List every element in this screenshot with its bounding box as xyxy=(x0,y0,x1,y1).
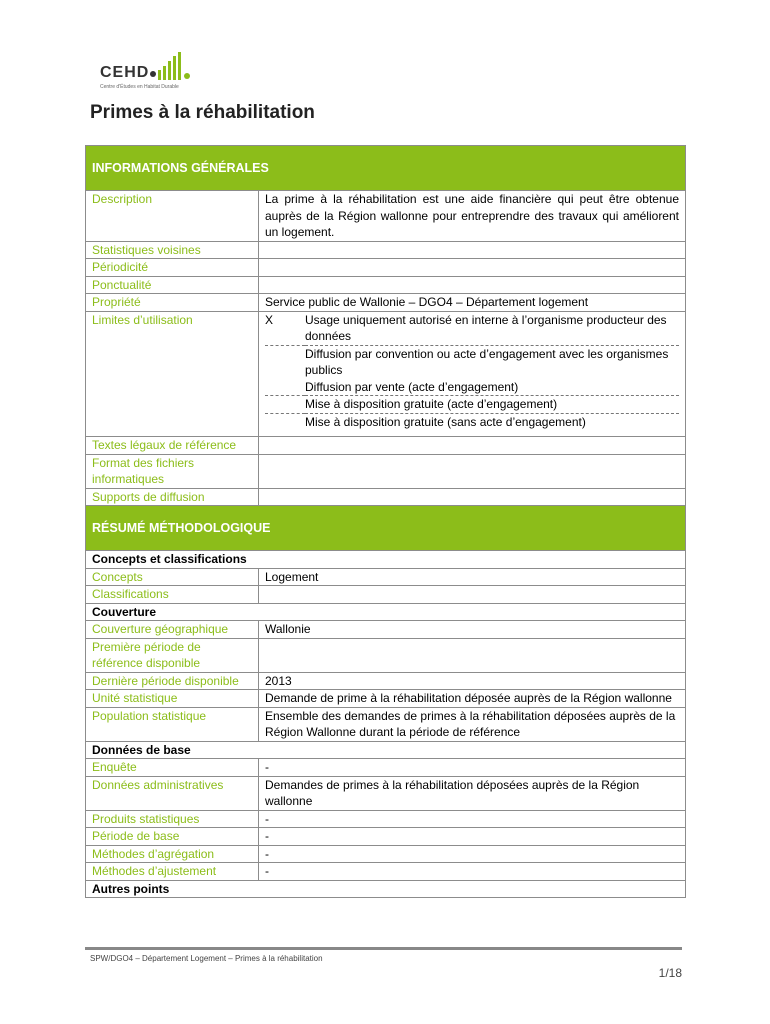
row-label: Limites d’utilisation xyxy=(86,311,259,437)
subsection-row xyxy=(86,741,686,759)
row-value: - xyxy=(259,759,686,777)
limites-option xyxy=(265,413,679,430)
row-label: Produits statistiques xyxy=(86,810,259,828)
row-label: Méthodes d’agrégation xyxy=(86,845,259,863)
row-value: Logement xyxy=(259,568,686,586)
table-row xyxy=(86,454,686,488)
subsection-row xyxy=(86,551,686,569)
row-label: Couverture géographique xyxy=(86,621,259,639)
table-row xyxy=(86,845,686,863)
row-value xyxy=(259,454,686,488)
table-row xyxy=(86,586,686,604)
limites-option xyxy=(265,396,679,414)
page-title: Primes à la réhabilitation xyxy=(90,102,315,123)
logo-text: CEHD xyxy=(100,64,150,81)
row-label: Population statistique xyxy=(86,707,259,741)
table-row xyxy=(86,311,686,437)
section-heading: INFORMATIONS GÉNÉRALES xyxy=(86,146,686,191)
row-value: - xyxy=(259,863,686,881)
row-value: Demande de prime à la réhabilitation déposée auprès de la Région wallonne xyxy=(259,690,686,708)
row-value xyxy=(259,586,686,604)
table-row xyxy=(86,259,686,277)
logo-bars-icon xyxy=(148,52,194,82)
table-row xyxy=(86,191,686,242)
table-row xyxy=(86,294,686,312)
row-label: Enquête xyxy=(86,759,259,777)
option-mark xyxy=(265,396,305,414)
table-row xyxy=(86,863,686,881)
subsection-row xyxy=(86,603,686,621)
table-row xyxy=(86,707,686,741)
row-value: Service public de Wallonie – DGO4 – Département logement xyxy=(259,294,686,312)
table-row xyxy=(86,759,686,777)
row-label: Ponctualité xyxy=(86,276,259,294)
row-label: Format des fichiers informatiques xyxy=(86,454,259,488)
table-row xyxy=(86,810,686,828)
section-header-resume xyxy=(86,506,686,551)
section-header-informations xyxy=(86,146,686,191)
table-row xyxy=(86,437,686,455)
row-label: Périodicité xyxy=(86,259,259,277)
row-label: Classifications xyxy=(86,586,259,604)
page-number: 1/18 xyxy=(658,966,682,980)
table-row xyxy=(86,690,686,708)
footer-divider xyxy=(85,947,682,950)
row-label: Supports de diffusion xyxy=(86,488,259,506)
row-value: Demandes de primes à la réhabilitation déposées auprès de la Région wallonne xyxy=(259,776,686,810)
table-row xyxy=(86,828,686,846)
row-value: - xyxy=(259,845,686,863)
table-row xyxy=(86,672,686,690)
row-value xyxy=(259,241,686,259)
row-value: La prime à la réhabilitation est une aide financière qui peut être obtenue auprès de la Région wallonne pour entreprendre des travaux qui améliorent un logement. xyxy=(259,191,686,242)
option-mark xyxy=(265,413,305,430)
section-heading: RÉSUMÉ MÉTHODOLOGIQUE xyxy=(86,506,686,551)
option-text: Mise à disposition gratuite (acte d’engagement) xyxy=(305,396,679,414)
row-label: Textes légaux de référence xyxy=(86,437,259,455)
row-label: Statistiques voisines xyxy=(86,241,259,259)
subsection-row xyxy=(86,880,686,898)
row-value: Ensemble des demandes de primes à la réhabilitation déposées auprès de la Région Wallonne durant la période de référence xyxy=(259,707,686,741)
row-value xyxy=(259,259,686,277)
row-value xyxy=(259,276,686,294)
option-mark xyxy=(265,379,305,396)
option-text: Diffusion par convention ou acte d’engagement avec les organismes publics xyxy=(305,345,679,379)
row-value xyxy=(259,638,686,672)
option-mark: X xyxy=(265,312,274,327)
row-value: Wallonie xyxy=(259,621,686,639)
table-row xyxy=(86,621,686,639)
cehd-logo xyxy=(100,52,210,92)
option-text: Diffusion par vente (acte d’engagement) xyxy=(305,379,519,394)
limites-option xyxy=(265,345,679,379)
row-value: 2013 xyxy=(259,672,686,690)
table-row xyxy=(86,568,686,586)
subsection-heading: Données de base xyxy=(86,741,686,759)
row-label: Description xyxy=(86,191,259,242)
logo-subtitle: Centre d'Études en Habitat Durable xyxy=(100,84,179,90)
table-row xyxy=(86,638,686,672)
row-label: Concepts xyxy=(86,568,259,586)
table-row xyxy=(86,488,686,506)
limites-list xyxy=(265,312,679,431)
subsection-heading: Couverture xyxy=(86,603,686,621)
footer-text: SPW/DGO4 – Département Logement – Primes à la réhabilitation xyxy=(90,954,323,963)
row-label: Période de base xyxy=(86,828,259,846)
row-label: Méthodes d’ajustement xyxy=(86,863,259,881)
limites-options xyxy=(259,311,686,437)
limites-option xyxy=(265,312,679,346)
subsection-heading: Autres points xyxy=(86,880,686,898)
row-label: Dernière période disponible xyxy=(86,672,259,690)
option-mark xyxy=(265,345,305,379)
row-value: - xyxy=(259,828,686,846)
row-value xyxy=(259,437,686,455)
row-label: Données administratives xyxy=(86,776,259,810)
row-label: Première période de référence disponible xyxy=(86,638,259,672)
subsection-heading: Concepts et classifications xyxy=(86,551,686,569)
table-row xyxy=(86,276,686,294)
table-row xyxy=(86,241,686,259)
option-text: Usage uniquement autorisé en interne à l’organisme producteur des données xyxy=(305,312,667,343)
option-text: Mise à disposition gratuite (sans acte d’engagement) xyxy=(305,413,679,430)
row-value xyxy=(259,488,686,506)
row-label: Propriété xyxy=(86,294,259,312)
row-label: Unité statistique xyxy=(86,690,259,708)
table-row xyxy=(86,776,686,810)
row-value: - xyxy=(259,810,686,828)
metadata-table xyxy=(85,145,686,898)
limites-option xyxy=(265,379,679,396)
